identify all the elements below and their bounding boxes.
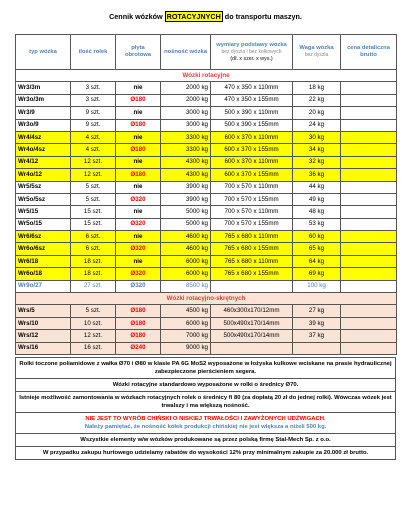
cell-dims [211, 342, 293, 354]
cell-dims: 500x490x170/14mm [211, 330, 293, 342]
table-row [16, 218, 397, 230]
cell-plate: Ø180 [116, 330, 161, 342]
title-highlight: ROTACYJNYCH [166, 12, 221, 21]
cell-rolls: 10 szt. [71, 317, 116, 329]
cell-capacity: 5000 kg [161, 206, 211, 218]
cell-rolls: 3 szt. [71, 82, 116, 94]
cell-type: Wrs/5 [16, 305, 71, 317]
cell-type: Wr4o/12 [16, 169, 71, 181]
cell-capacity: 9000 kg [161, 342, 211, 354]
cell-plate: nie [116, 255, 161, 267]
table-row [16, 119, 397, 131]
cell-dims: 765 x 680 x 155mm [211, 243, 293, 255]
cell-type: Wr4o/4sz [16, 144, 71, 156]
cell-type: Wr4/12 [16, 156, 71, 168]
cell-type: Wrs/10 [16, 317, 71, 329]
cell-plate: nie [116, 82, 161, 94]
cell-capacity: 6000 kg [161, 268, 211, 280]
table-row [16, 330, 397, 342]
cell-price [341, 94, 397, 106]
title-suffix: do transportu maszyn. [222, 12, 302, 21]
cell-dims: 500 x 390 x 155mm [211, 119, 293, 131]
cell-rolls: 12 szt. [71, 330, 116, 342]
cell-plate: Ø240 [116, 342, 161, 354]
cell-dims: 500x490x170/14mm [211, 317, 293, 329]
header-dims [211, 35, 293, 70]
note-standard: Wózki rotacyjne standardowo wyposażone w rolki o średnicy Ø70. [15, 379, 396, 392]
note-rolls: Rolki toczone poliamidowe z wałka Ø70 i Ø80 w klasie PA 6G MoS2 wyposażone w łożyska kulkowe wciskane na prasie hydraulicznej zabezpieczone pierścieniem segera. [15, 357, 396, 379]
price-table [15, 34, 397, 355]
cell-weight: 60 kg [293, 231, 341, 243]
cell-capacity: 7000 kg [161, 330, 211, 342]
cell-price [341, 243, 397, 255]
cell-type: Wr6/18 [16, 255, 71, 267]
note-producer: Wszystkie elementy w/w wózków produkowane są przez polską firmę Stal-Mech Sp. z o.o. [15, 434, 396, 447]
cell-type: Wr5o/5sz [16, 193, 71, 205]
cell-weight: 27 kg [293, 305, 341, 317]
title-prefix: Cennik wózków [109, 12, 165, 21]
header-row [16, 35, 397, 70]
header-dims-sub: bez dyszla i bez kołkowych [221, 48, 282, 55]
cell-price [341, 107, 397, 119]
section-rotacyjne [16, 70, 397, 82]
cell-capacity: 4300 kg [161, 156, 211, 168]
cell-plate: Ø320 [116, 193, 161, 205]
cell-plate: nie [116, 131, 161, 143]
cell-plate: Ø320 [116, 218, 161, 230]
notes [15, 357, 396, 460]
cell-plate: nie [116, 206, 161, 218]
table-row [16, 231, 397, 243]
cell-type: Wr5/5sz [16, 181, 71, 193]
cell-weight: 49 kg [293, 193, 341, 205]
cell-price [341, 280, 397, 292]
cell-dims: 765 x 680 x 155mm [211, 268, 293, 280]
cell-rolls: 27 szt. [71, 280, 116, 292]
cell-type: Wr3/9 [16, 107, 71, 119]
cell-price [341, 317, 397, 329]
cell-plate: Ø180 [116, 119, 161, 131]
cell-dims: 700 x 570 x 155mm [211, 218, 293, 230]
table-row [16, 255, 397, 267]
cell-type: Wrs/12 [16, 330, 71, 342]
cell-weight: 37 kg [293, 330, 341, 342]
cell-rolls: 6 szt. [71, 231, 116, 243]
table-row [16, 206, 397, 218]
section-title: Wózki rotacyjne [16, 70, 397, 82]
cell-type: Wr6o/18 [16, 268, 71, 280]
cell-price [341, 330, 397, 342]
table-row [16, 181, 397, 193]
cell-capacity: 2000 kg [161, 94, 211, 106]
table-row [16, 243, 397, 255]
cell-type: Wrs/16 [16, 342, 71, 354]
cell-type: Wr3o/3m [16, 94, 71, 106]
cell-plate: nie [116, 231, 161, 243]
cell-rolls: 15 szt. [71, 206, 116, 218]
cell-dims: 460x300x170/12mm [211, 305, 293, 317]
cell-price [341, 82, 397, 94]
cell-plate: nie [116, 156, 161, 168]
cell-capacity: 2000 kg [161, 82, 211, 94]
cell-capacity: 6000 kg [161, 255, 211, 267]
cell-plate: Ø180 [116, 94, 161, 106]
cell-rolls: 9 szt. [71, 107, 116, 119]
cell-type: Wr3/3m [16, 82, 71, 94]
cell-weight: 36 kg [293, 169, 341, 181]
note-discount: W przypadku zakupu hurtowego udzielamy rabatów do wysokości 12% przy minimalnym zakupie za 20.000 zł brutto. [15, 447, 396, 460]
cell-weight: 69 kg [293, 268, 341, 280]
cell-plate: Ø180 [116, 144, 161, 156]
cell-dims: 600 x 370 x 155mm [211, 144, 293, 156]
table-row [16, 131, 397, 143]
cell-weight: 24 kg [293, 119, 341, 131]
header-price: cena detaliczna brutto [341, 35, 397, 70]
cell-price [341, 231, 397, 243]
cell-rolls: 4 szt. [71, 131, 116, 143]
header-weight-sub: bez dyszla [304, 52, 329, 58]
note-warning-red: NIE JEST TO WYRÓB CHIŃSKI O NISKIEJ TRWAŁOŚCI I ZAWYŻONYCH UDŹWIGACH. [85, 416, 326, 422]
cell-type: Wr9o/27 [16, 280, 71, 292]
table-row [16, 305, 397, 317]
cell-plate: nie [116, 107, 161, 119]
cell-weight: 48 kg [293, 206, 341, 218]
cell-capacity: 3000 kg [161, 119, 211, 131]
cell-type: Wr6/6sz [16, 231, 71, 243]
cell-weight: 34 kg [293, 144, 341, 156]
cell-rolls: 16 szt. [71, 342, 116, 354]
cell-rolls: 4 szt. [71, 144, 116, 156]
cell-weight: 39 kg [293, 317, 341, 329]
cell-plate: Ø320 [116, 243, 161, 255]
table-row [16, 82, 397, 94]
cell-dims: 470 x 350 x 110mm [211, 82, 293, 94]
cell-capacity: 3300 kg [161, 144, 211, 156]
header-dims-label: wymiary podstawy wózka [216, 41, 287, 48]
cell-capacity: 3900 kg [161, 181, 211, 193]
cell-rolls: 15 szt. [71, 218, 116, 230]
cell-capacity: 5000 kg [161, 218, 211, 230]
cell-dims: 700 x 570 x 110mm [211, 181, 293, 193]
cell-weight: 53 kg [293, 218, 341, 230]
cell-rolls: 18 szt. [71, 255, 116, 267]
cell-dims: 700 x 570 x 155mm [211, 193, 293, 205]
cell-dims: 700 x 570 x 110mm [211, 206, 293, 218]
cell-plate: Ø180 [116, 317, 161, 329]
cell-weight: 20 kg [293, 107, 341, 119]
cell-dims: 600 x 370 x 155mm [211, 169, 293, 181]
cell-rolls: 5 szt. [71, 193, 116, 205]
cell-type: Wr3o/9 [16, 119, 71, 131]
cell-price [341, 206, 397, 218]
cell-rolls: 18 szt. [71, 268, 116, 280]
cell-price [341, 144, 397, 156]
cell-dims [211, 280, 293, 292]
cell-plate: Ø180 [116, 169, 161, 181]
cell-dims: 765 x 680 x 110mm [211, 231, 293, 243]
cell-weight: 44 kg [293, 181, 341, 193]
note-warning [15, 413, 396, 434]
table-row [16, 268, 397, 280]
cell-weight: 32 kg [293, 156, 341, 168]
header-capacity: nośność wózka [161, 35, 211, 70]
cell-plate: Ø320 [116, 268, 161, 280]
table-row [16, 317, 397, 329]
cell-capacity: 4600 kg [161, 231, 211, 243]
page-title [0, 12, 411, 21]
note-option: Istnieje możliwość zamontowania w wózkach rotacyjnych rolek o średnicy fi 80 (za dopłatą 20 zł do jednej rolki). Wówczas wózek jest trwalszy i ma większą nośność. [15, 392, 396, 413]
table-row [16, 107, 397, 119]
cell-rolls: 3 szt. [71, 94, 116, 106]
cell-plate: nie [116, 181, 161, 193]
cell-capacity: 8500 kg [161, 280, 211, 292]
cell-rolls: 5 szt. [71, 305, 116, 317]
cell-price [341, 131, 397, 143]
table-row [16, 144, 397, 156]
table-row [16, 342, 397, 354]
cell-weight [293, 342, 341, 354]
header-weight-label: Waga wózka [299, 45, 334, 51]
cell-capacity: 3900 kg [161, 193, 211, 205]
cell-rolls: 12 szt. [71, 169, 116, 181]
cell-rolls: 12 szt. [71, 156, 116, 168]
cell-dims: 500 x 390 x 110mm [211, 107, 293, 119]
header-plate: płyta obrotowa [116, 35, 161, 70]
cell-price [341, 156, 397, 168]
cell-capacity: 4500 kg [161, 305, 211, 317]
cell-price [341, 268, 397, 280]
section-rotacyjno-skretne [16, 293, 397, 305]
cell-capacity: 3300 kg [161, 131, 211, 143]
table-row [16, 156, 397, 168]
note-warning-blue: Należy pamiętać, że nośność kółek produkcji chińskiej nie jest większa a niżeli 500 kg. [84, 424, 327, 430]
table-row [16, 169, 397, 181]
header-weight [293, 35, 341, 70]
cell-type: Wr4/4sz [16, 131, 71, 143]
cell-type: Wr6o/6sz [16, 243, 71, 255]
cell-capacity: 4600 kg [161, 243, 211, 255]
cell-capacity: 6000 kg [161, 317, 211, 329]
header-dims-sub2: (dł. x szer. x wys.) [230, 55, 273, 62]
cell-dims: 470 x 350 x 155mm [211, 94, 293, 106]
cell-dims: 600 x 370 x 110mm [211, 156, 293, 168]
cell-capacity: 3000 kg [161, 107, 211, 119]
cell-price [341, 193, 397, 205]
cell-type: Wr5o/15 [16, 218, 71, 230]
section-title: Wózki rotacyjno-skrętnych [16, 293, 397, 305]
cell-rolls: 6 szt. [71, 243, 116, 255]
table-row [16, 193, 397, 205]
cell-weight: 64 kg [293, 255, 341, 267]
header-rolls: ilość rolek [71, 35, 116, 70]
cell-type: Wr5/15 [16, 206, 71, 218]
cell-weight: 100 kg [293, 280, 341, 292]
cell-weight: 18 kg [293, 82, 341, 94]
cell-price [341, 255, 397, 267]
cell-price [341, 218, 397, 230]
cell-price [341, 342, 397, 354]
cell-plate: Ø320 [116, 280, 161, 292]
cell-price [341, 119, 397, 131]
cell-weight: 65 kg [293, 243, 341, 255]
cell-price [341, 181, 397, 193]
header-type: typ wózka [16, 35, 71, 70]
cell-rolls: 5 szt. [71, 181, 116, 193]
cell-plate: Ø180 [116, 305, 161, 317]
cell-price [341, 169, 397, 181]
cell-price [341, 305, 397, 317]
cell-weight: 30 kg [293, 131, 341, 143]
cell-dims: 765 x 680 x 110mm [211, 255, 293, 267]
table-row [16, 280, 397, 292]
cell-weight: 22 kg [293, 94, 341, 106]
table-row [16, 94, 397, 106]
cell-rolls: 9 szt. [71, 119, 116, 131]
cell-dims: 600 x 370 x 110mm [211, 131, 293, 143]
cell-capacity: 4300 kg [161, 169, 211, 181]
